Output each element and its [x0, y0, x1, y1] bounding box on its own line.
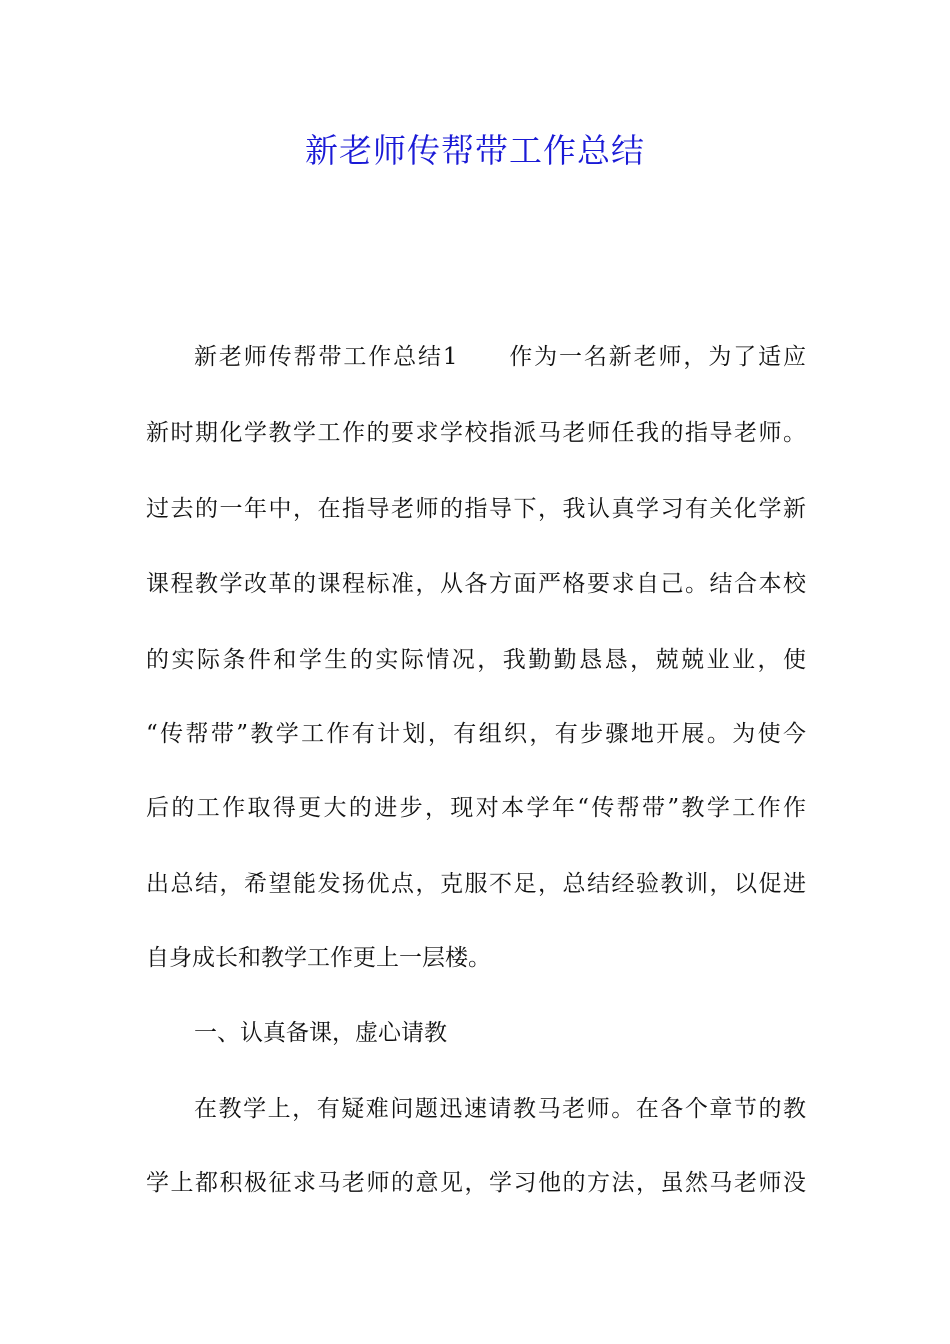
- paragraph-line: 出总结，希望能发扬优点，克服不足，总结经验教训，以促进: [146, 871, 806, 897]
- paragraph-line: 自身成长和教学工作更上一层楼。: [146, 945, 491, 971]
- paragraph-line: 新老师传帮带工作总结1 作为一名新老师，为了适应: [194, 344, 806, 370]
- paragraph-line: 后的工作取得更大的进步，现对本学年“传帮带”教学工作作: [146, 795, 806, 821]
- document-title: 新老师传帮带工作总结: [305, 131, 645, 170]
- section-heading: 一、认真备课，虚心请教: [194, 1020, 447, 1046]
- paragraph-line: 在教学上，有疑难问题迅速请教马老师。在各个章节的教: [194, 1096, 806, 1122]
- paragraph-line: 课程教学改革的课程标准，从各方面严格要求自己。结合本校: [146, 571, 806, 597]
- paragraph-line: 过去的一年中，在指导老师的指导下，我认真学习有关化学新: [146, 496, 806, 522]
- paragraph-line: “传帮带”教学工作有计划，有组织，有步骤地开展。为使今: [146, 721, 806, 747]
- paragraph-line: 学上都积极征求马老师的意见，学习他的方法，虽然马老师没: [146, 1170, 806, 1196]
- paragraph-line: 新时期化学教学工作的要求学校指派马老师任我的指导老师。: [146, 420, 806, 446]
- paragraph-line: 的实际条件和学生的实际情况，我勤勤恳恳，兢兢业业，使: [146, 647, 806, 673]
